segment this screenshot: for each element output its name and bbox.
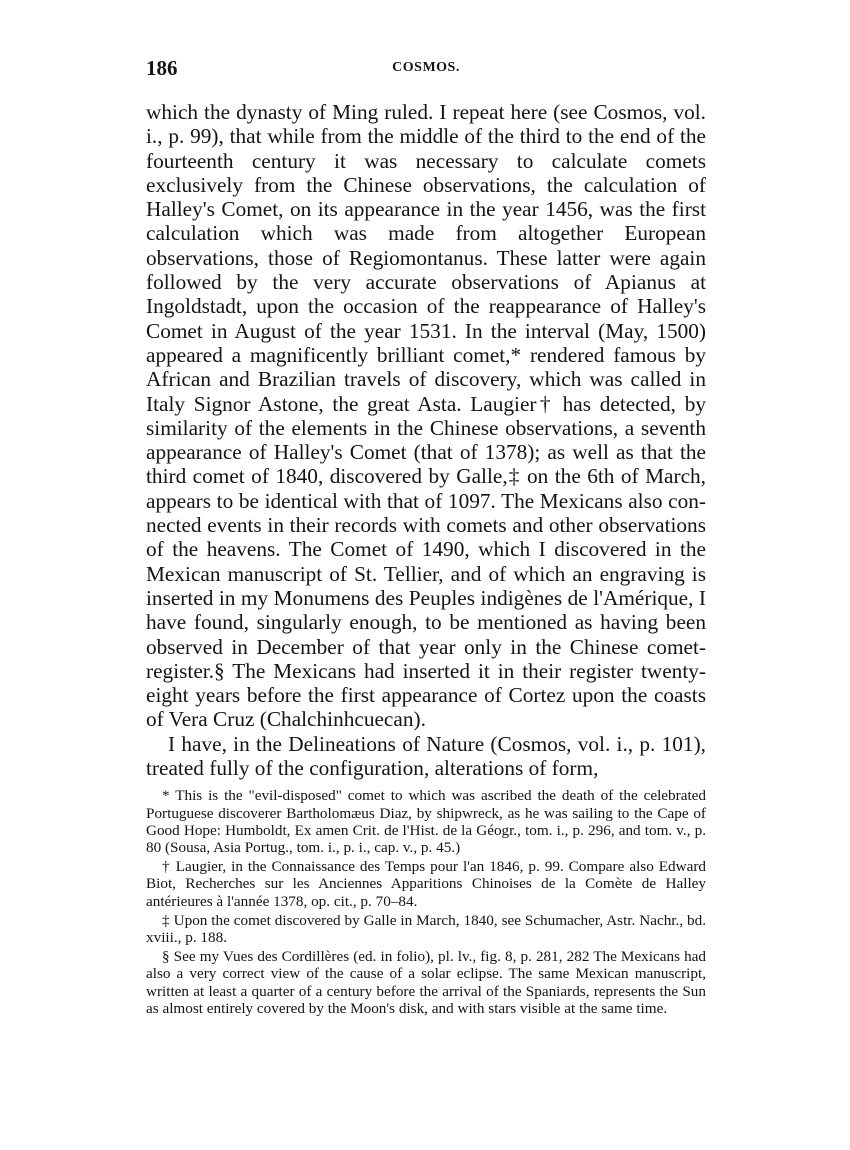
main-text xyxy=(146,100,706,780)
page-header xyxy=(146,56,706,82)
footnote: ‡ Upon the comet discovered by Galle in March, 1840, see Schumacher, Astr. Nachr., bd. xviii., p. 188. xyxy=(146,911,706,946)
book-page xyxy=(146,56,706,1017)
running-head: COSMOS. xyxy=(392,60,460,75)
footnote: † Laugier, in the Connaissance des Temps pour l'an 1846, p. 99. Compare also Edward Biot, Recherches sur les Anciennes Apparitions Chinoises de la Comète de Halley antérieures à l'année 1378, op. cit., p. 70–84. xyxy=(146,858,706,910)
footnote: * This is the "evil-disposed" comet to which was ascribed the death of the celebrated Portuguese discoverer Bartholomæus Diaz, by shipwreck, as he was sailing to the Cape of Good Hope: Humboldt, Ex amen Crit. de l'Hist. de la Géogr., tom. i., p. 296, and tom. v., p. 80 (Sousa, Asia Portug., tom. i., p. i., cap. v., p. 45.) xyxy=(146,787,706,856)
body-paragraph: which the dynasty of Ming ruled. I repeat here (see Cosmos, vol. i., p. 99), that while from the middle of the third to the end of the fourteenth century it was necessary to calculate comets exclusively from the Chinese observations, the calculation of Halley's Comet, on its appearance in the year 1456, was the first calculation which was made from altogether European observations, those of Regiomontanus. These latter were again followed by the very accurate observations of Apianus at Ingoldstadt, upon the occasion of the reappearance of Halley's Comet in August of the year 1531. In the interval (May, 1500) appeared a magnificently brilliant comet,* rendered famous by African and Brazilian travels of discovery, which was called in Italy Signor Astone, the great Asta. Laugier† has detected, by similarity of the elements in the Chinese observations, a seventh appearance of Halley's Comet (that of 1378); as well as that the third comet of 1840, discovered by Galle,‡ on the 6th of March, appears to be identical with that of 1097. The Mexicans also connected events in their records with comets and other observations of the heavens. The Comet of 1490, which I discovered in the Mexican manuscript of St. Tellier, and of which an engraving is inserted in my Monumens des Peuples indigènes de l'Amérique, I have found, singularly enough, to be mentioned as having been observed in December of that year only in the Chinese comet-register.§ The Mexicans had inserted it in their register twenty-eight years before the first appearance of Cortez upon the coasts of Vera Cruz (Chalchinhcuecan). xyxy=(146,100,706,732)
footnote: § See my Vues des Cordillères (ed. in folio), pl. lv., fig. 8, p. 281, 282 The Mexicans had also a very correct view of the cause of a solar eclipse. The same Mexican manuscript, written at least a quarter of a century before the arrival of the Spaniards, represents the Sun as almost entirely covered by the Moon's disk, and with stars visible at the same time. xyxy=(146,948,706,1017)
footnotes xyxy=(146,787,706,1017)
body-paragraph: I have, in the Delineations of Nature (Cosmos, vol. i., p. 101), treated fully of the configuration, alterations of form, xyxy=(146,731,706,781)
page-number: 186 xyxy=(146,56,178,80)
